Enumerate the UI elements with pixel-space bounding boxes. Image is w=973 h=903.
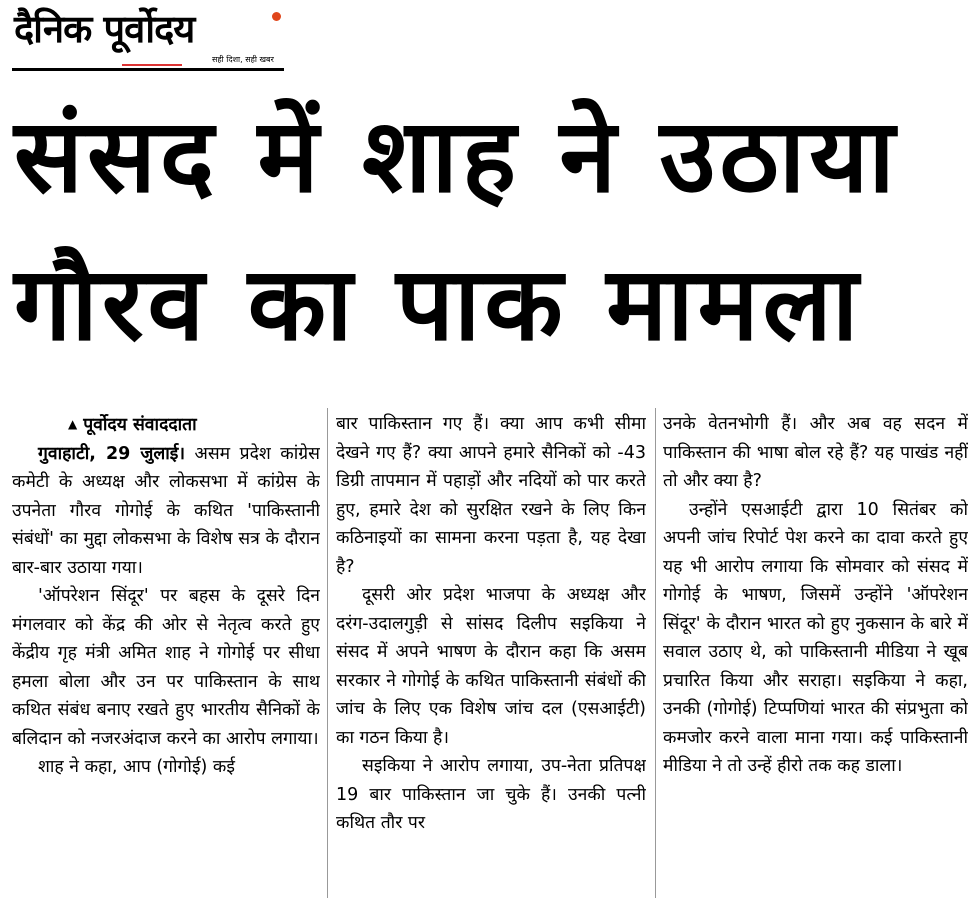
byline-triangle-icon: ▲ [68, 417, 78, 431]
column-divider [327, 408, 328, 898]
byline [68, 410, 320, 440]
paragraph: बार पाकिस्तान गए हैं। क्या आप कभी सीमा देखने गए हैं? क्या आपने हमारे सैनिकों को -43 डिग्री तापमान में पहाड़ों और नदियों को पार करते हुए, हमारे देश को सुरक्षित रखने के लिए किन कठिनाइयों का सामना करना पड़ता है, यह देखा है? [336, 414, 646, 577]
paragraph-text: असम प्रदेश कांग्रेस कमेटी के अध्यक्ष और लोकसभा में कांग्रेस के उपनेता गौरव गोगोई के कथित 'पाकिस्तानी संबंधों' का मुद्दा लोकसभा के विशेष सत्र के दौरान बार-बार उठाया गया। [12, 443, 320, 578]
masthead-dot-icon [272, 12, 281, 21]
paragraph: सइकिया ने आरोप लगाया, उप-नेता प्रतिपक्ष 19 बार पाकिस्तान जा चुके हैं। उनकी पत्नी कथित तौर पर [336, 756, 646, 833]
article-column-1 [12, 410, 320, 900]
dateline: गुवाहाटी, 29 जुलाई। [38, 443, 185, 464]
article-column-3 [663, 410, 968, 900]
byline-text: पूर्वोदय संवाददाता [83, 415, 197, 435]
paragraph: उनके वेतनभोगी हैं। और अब वह सदन में पाकिस्तान की भाषा बोल रहे हैं? यह पाखंड नहीं तो और क्या है? [663, 414, 968, 491]
headline-line-2: गौरव का पाक मामला [14, 245, 863, 364]
article-column-2 [336, 410, 646, 900]
paragraph: 'ऑपरेशन सिंदूर' पर बहस के दूसरे दिन मंगलवार को केंद्र की ओर से नेतृत्व करते हुए केंद्रीय गृह मंत्री अमित शाह ने गोगोई पर सीधा हमला बोला और उन पर पाकिस्तान के साथ कथित संबंध बनाए रखते हुए भारतीय सैनिकों के बलिदान को नजरअंदाज करने का आरोप लगाया। [12, 586, 320, 749]
masthead [12, 4, 284, 70]
column-divider [655, 408, 656, 898]
masthead-tagline: सही दिशा, सही खबर [212, 55, 274, 64]
paragraph: उन्होंने एसआईटी द्वारा 10 सितंबर को अपनी जांच रिपोर्ट पेश करने का दावा करते हुए यह भी आरोप लगाया कि सोमवार को संसद में गोगोई के भाषण, जिसमें उन्होंने 'ऑपरेशन सिंदूर' के दौरान भारत को हुए नुकसान के बारे में सवाल उठाए थे, को पाकिस्तानी मीडिया ने खूब प्रचारित किया और सराहा। सइकिया ने कहा, उनकी (गोगोई) टिप्पणियां भारत की संप्रभुता को कमजोर करने वाला माना गया। कई पाकिस्तानी मीडिया ने तो उन्हें हीरो तक कह डाला। [663, 499, 968, 776]
masthead-title: दैनिक पूर्वोदय [14, 7, 195, 51]
masthead-rule [12, 68, 284, 71]
headline-line-1: संसद में शाह ने उठाया [14, 97, 899, 216]
paragraph: दूसरी ओर प्रदेश भाजपा के अध्यक्ष और दरंग-उदालगुड़ी से सांसद दिलीप सइकिया ने संसद में अपने भाषण के दौरान कहा कि असम सरकार ने गोगोई के कथित पाकिस्तानी संबंधों की जांच के लिए एक विशेष जांच दल (एसआईटी) का गठन किया है। [336, 585, 646, 748]
paragraph [12, 440, 320, 583]
paragraph: शाह ने कहा, आप (गोगोई) कई [38, 757, 235, 777]
masthead-accent-rule [122, 64, 182, 66]
